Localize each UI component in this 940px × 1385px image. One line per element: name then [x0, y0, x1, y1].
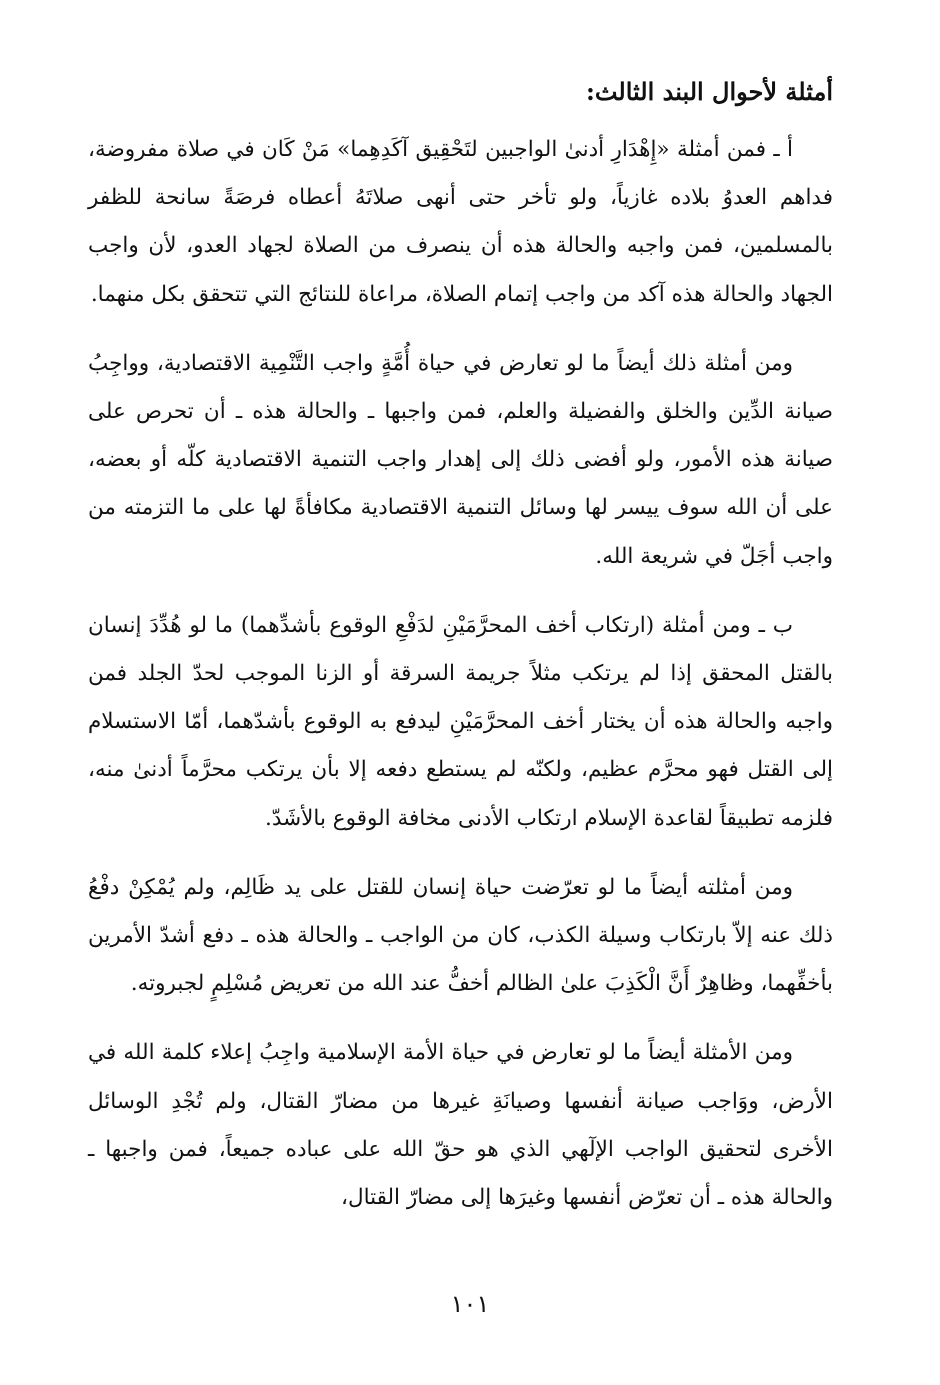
paragraph-5: ومن الأمثلة أيضاً ما لو تعارض في حياة الأمة الإسلامية واجِبُ إعلاء كلمة الله في الأرض، ووَاجب صيانة أنفسها وصيانَةِ غيرها من مضارّ القتال، ولم تُجْدِ الوسائل الأخرى لتحقيق الواجب الإلٓهي الذي هو حقّ الله على عباده جميعاً، فمن واجبها ـ والحالة هذه ـ أن تعرّض أنفسها وغيرَها إلى مضارّ القتال،	[88, 1040, 833, 1211]
paragraph-1: أ ـ فمن أمثلة «إِهْدَارِ أدنىٰ الواجبين لتَحْقِيق آكَدِهِما» مَنْ كَان في صلاة مفروضة، فداهم العدوُ بلاده غازياً، ولو تأخر حتى أنهى صلاتَهُ أعطاه فرصَةً سانحة للظفر بالمسلمين، فمن واجبه والحالة هذه أن ينصرف من الصلاة لجهاد العدو، لأن واجب الجهاد والحالة هذه آكد من واجب إتمام الصلاة، مراعاة للنتائج التي تتحقق بكل منهما.	[88, 137, 833, 307]
page-number: ١٠١	[450, 1290, 490, 1318]
paragraph-3: ب ـ ومن أمثلة (ارتكاب أخف المحرَّمَيْنِ لدَفْعِ الوقوع بأشدِّهما) ما لو هُدِّدَ إنسان بالقتل المحقق إذا لم يرتكب مثلاً جريمة السرقة أو الزنا الموجب لحدّ الجلد فمن واجبه والحالة هذه أن يختار أخف المحرَّمَيْنِ ليدفع به الوقوع بأشدّهما، أمّا الاستسلام إلى القتل فهو محرَّم عظيم، ولكنّه لم يستطع دفعه إلا بأن يرتكب محرَّماً أدنىٰ منه، فلزمه تطبيقاً لقاعدة الإسلام ارتكاب الأدنى مخافة الوقوع بالأشَدّ.	[88, 612, 833, 831]
document-page	[88, 72, 833, 1243]
paragraph-2: ومن أمثلة ذلك أيضاً ما لو تعارض في حياة أُمَّةٍ واجب التَّنْمِية الاقتصادية، وواجِبُ صيانة الدِّين والخلق والفضيلة والعلم، فمن واجبها ـ والحالة هذه ـ أن تحرص على صيانة هذه الأمور، ولو أفضى ذلك إلى إهدار واجب التنمية الاقتصادية كلّه أو بعضه، على أن الله سوف ييسر لها وسائل التنمية الاقتصادية مكافأةً لها على ما التزمته من واجب أجَلّ في شريعة الله.	[88, 350, 833, 569]
section-heading: أمثلة لأحوال البند الثالث:	[585, 77, 833, 106]
paragraph-4: ومن أمثلته أيضاً ما لو تعرّضت حياة إنسان للقتل على يد ظَالِم، ولم يُمْكِنْ دفْعُ ذلك عنه إلاّ بارتكاب وسيلة الكذب، كان من الواجب ـ والحالة هذه ـ دفع أشدّ الأمرين بأخفِّهما، وظاهِرٌ أَنَّ الْكَذِبَ علىٰ الظالم أخفُّ عند الله من تعريض مُسْلِمٍ لجبروته.	[88, 874, 833, 997]
